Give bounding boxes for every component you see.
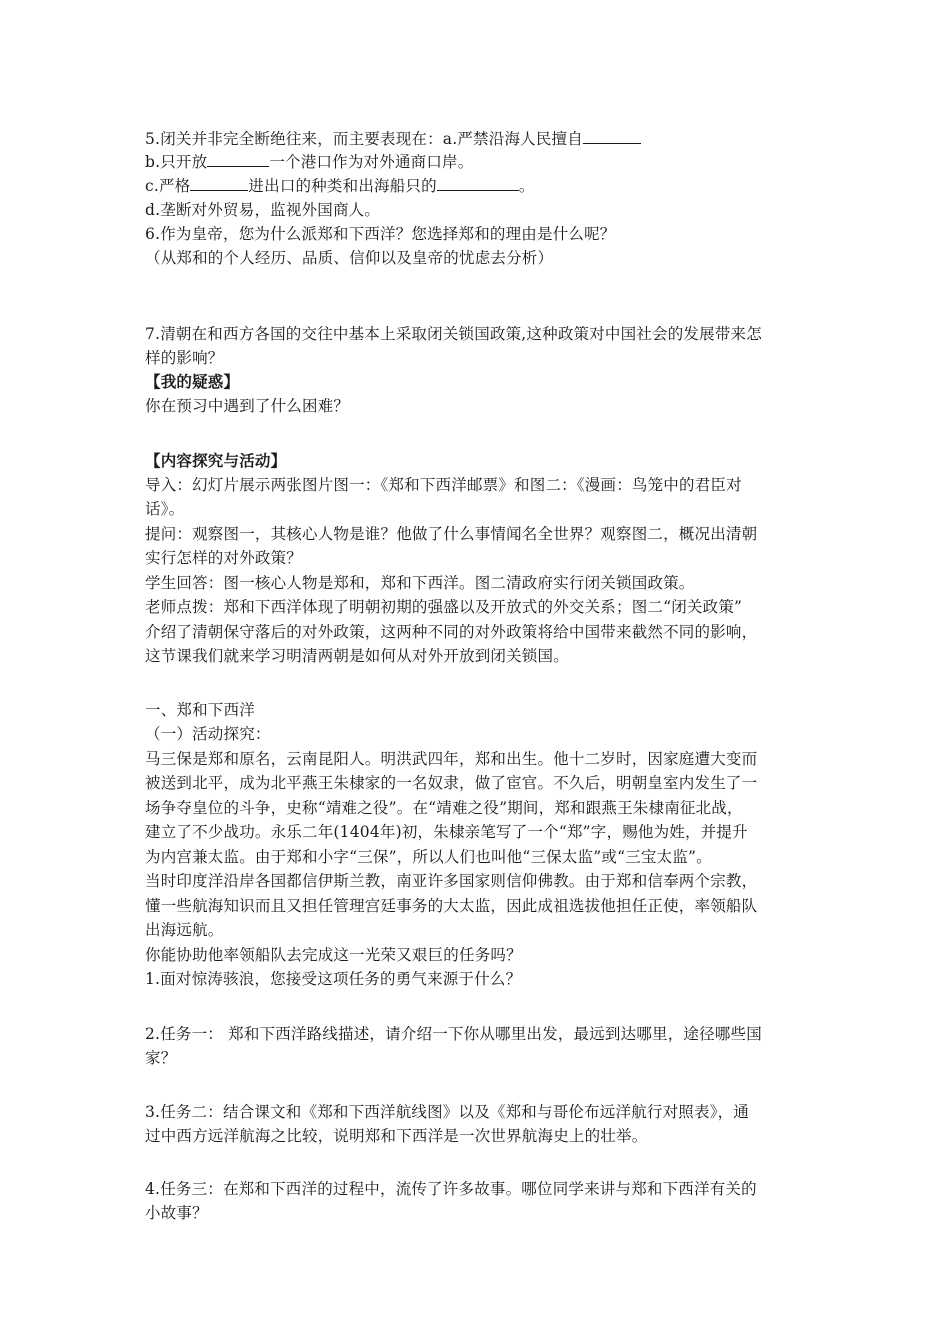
q7-line-2: 样的影响？ [145, 349, 224, 367]
section1-subtitle: （一）活动探究： [145, 725, 271, 743]
section1-line: 当时印度洋沿岸各国都信伊斯兰教，南亚许多国家则信仰佛教。由于郑和信奉两个宗教， [145, 872, 758, 890]
q5-a-blank[interactable] [583, 129, 641, 144]
q5-c-pre: c.严格 [145, 177, 191, 195]
section1-line: 马三保是郑和原名，云南昆阳人。明洪武四年，郑和出生。他十二岁时，因家庭遭大变而 [145, 750, 758, 768]
section1-title: 一、郑和下西洋 [145, 701, 255, 719]
q5-c-post: 。 [518, 177, 535, 195]
q5-c-blank-1[interactable] [190, 176, 248, 191]
explore-line: 老师点拨：郑和下西洋体现了明朝初期的强盛以及开放式的外交关系；图二“闭关政策” [145, 598, 743, 616]
doubt-heading: 【我的疑惑】 [145, 372, 240, 391]
explore-line: 学生回答：图一核心人物是郑和，郑和下西洋。图二清政府实行闭关锁国政策。 [145, 574, 695, 592]
explore-line: 这节课我们就来学习明清两朝是如何从对外开放到闭关锁国。 [145, 647, 569, 665]
section1-line: 为内宫兼太监。由于郑和小字“三保”，所以人们也叫他“三保太监”或“三宝太监”。 [145, 848, 712, 866]
task3-line-2: 小故事？ [145, 1204, 208, 1222]
task3-line-1: 4.任务三：在郑和下西洋的过程中，流传了许多故事。哪位同学来讲与郑和下西洋有关的 [145, 1180, 757, 1198]
section1-line: 1.面对惊涛骇浪，您接受这项任务的勇气来源于什么？ [145, 970, 522, 988]
q6-line-2: （从郑和的个人经历、品质、信仰以及皇帝的忧虑去分析） [145, 249, 554, 267]
explore-line: 话》。 [145, 500, 185, 518]
section1-line: 建立了不少战功。永乐二年(1404年)初，朱棣亲笔写了一个“郑”字，赐他为姓，并提升 [145, 823, 748, 841]
explore-line: 介绍了清朝保守落后的对外政策，这两种不同的对外政策将给中国带来截然不同的影响， [145, 623, 758, 641]
task2-line-2: 过中西方远洋航海之比较，说明郑和下西洋是一次世界航海史上的壮举。 [145, 1127, 648, 1145]
q7-line-1: 7.清朝在和西方各国的交往中基本上采取闭关锁国政策,这种政策对中国社会的发展带来怎 [145, 325, 762, 343]
section1-line: 被送到北平，成为北平燕王朱棣家的一名奴隶，做了宦官。不久后，明朝皇室内发生了一 [145, 774, 758, 792]
section1-line: 懂一些航海知识而且又担任管理宫廷事务的大太监，因此成祖选拔他担任正使，率领船队 [145, 897, 758, 915]
q5-c-mid: 进出口的种类和出海船只的 [248, 177, 437, 195]
q6-line-1: 6.作为皇帝，您为什么派郑和下西洋？您选择郑和的理由是什么呢？ [145, 225, 616, 243]
section1-line: 你能协助他率领船队去完成这一光荣又艰巨的任务吗？ [145, 946, 522, 964]
task1-line-1: 2.任务一： 郑和下西洋路线描述，请介绍一下你从哪里出发，最远到达哪里，途径哪些国 [145, 1025, 762, 1043]
section1-line: 出海远航。 [145, 921, 224, 939]
q5-b-post: 一个港口作为对外通商口岸。 [269, 153, 474, 171]
q5-b-pre: b.只开放 [145, 153, 208, 171]
explore-heading: 【内容探究与活动】 [145, 451, 287, 470]
q5-line-d: d.垄断对外贸易，监视外国商人。 [145, 201, 381, 219]
q5-line-a [145, 128, 641, 150]
doubt-text: 你在预习中遇到了什么困难？ [145, 397, 350, 415]
section1-line: 场争夺皇位的斗争，史称“靖难之役”。在“靖难之役”期间，郑和跟燕王朱棣南征北战， [145, 799, 743, 817]
explore-line: 实行怎样的对外政策？ [145, 549, 303, 567]
task2-line-1: 3.任务二：结合课文和《郑和下西洋航线图》以及《郑和与哥伦布远洋航行对照表》，通 [145, 1103, 750, 1121]
explore-line: 导入：幻灯片展示两张图片图一：《郑和下西洋邮票》和图二：《漫画：鸟笼中的君臣对 [145, 476, 742, 494]
task1-line-2: 家？ [145, 1049, 177, 1067]
q5-line-b [145, 151, 473, 173]
q5-c-blank-2[interactable] [437, 176, 519, 191]
q5-a-text: 5.闭关并非完全断绝往来，而主要表现在：a.严禁沿海人民擅自 [145, 130, 583, 148]
explore-line: 提问：观察图一，其核心人物是谁？他做了什么事情闻名全世界？观察图二，概况出清朝 [145, 525, 758, 543]
q5-b-blank[interactable] [207, 152, 269, 167]
q5-line-c [145, 175, 535, 197]
